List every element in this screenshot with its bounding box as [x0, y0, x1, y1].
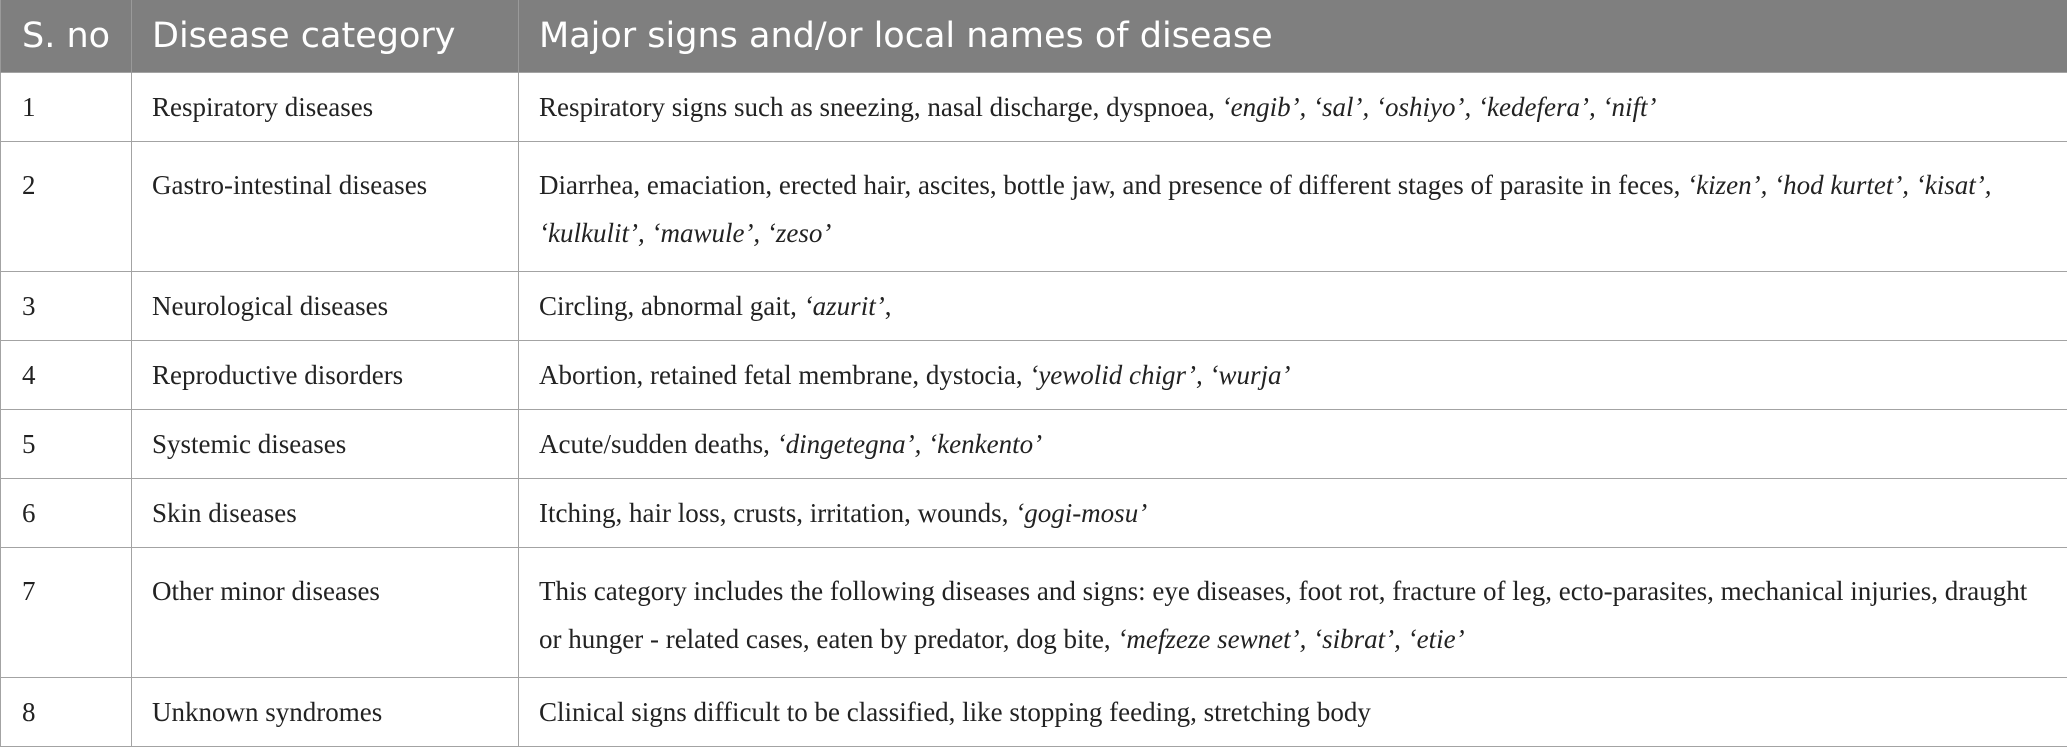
local-names: ‘gogi-mosu’ [1015, 498, 1147, 528]
cell-category: Reproductive disorders [132, 341, 519, 410]
local-names: ‘dingetegna’, ‘kenkento’ [777, 429, 1042, 459]
signs-after: , [885, 291, 892, 321]
cell-category: Systemic diseases [132, 410, 519, 479]
table-row [1, 479, 2067, 548]
table-header [1, 0, 2067, 73]
cell-sno: 5 [1, 410, 132, 479]
signs-text: Circling, abnormal gait, [539, 291, 804, 321]
cell-sno: 6 [1, 479, 132, 548]
local-names: ‘mefzeze sewnet’, ‘sibrat’, ‘etie’ [1117, 624, 1464, 654]
signs-text: Abortion, retained fetal membrane, dystocia, [539, 360, 1029, 390]
cell-signs [519, 272, 2067, 341]
cell-category: Respiratory diseases [132, 73, 519, 142]
table-row [1, 142, 2067, 272]
cell-sno: 2 [1, 142, 132, 272]
cell-sno: 4 [1, 341, 132, 410]
cell-signs [519, 678, 2067, 747]
signs-text: Acute/sudden deaths, [539, 429, 777, 459]
header-row [1, 0, 2067, 73]
header-major-signs: Major signs and/or local names of disease [519, 0, 2067, 73]
cell-category: Gastro-intestinal diseases [132, 142, 519, 272]
cell-signs [519, 410, 2067, 479]
cell-sno: 8 [1, 678, 132, 747]
signs-text: Diarrhea, emaciation, erected hair, ascites, bottle jaw, and presence of different stages of parasite in feces, [539, 170, 1687, 200]
table-body [1, 73, 2067, 747]
header-disease-category: Disease category [132, 0, 519, 73]
local-names: ‘yewolid chigr’, ‘wurja’ [1029, 360, 1290, 390]
cell-signs [519, 341, 2067, 410]
signs-text: Respiratory signs such as sneezing, nasal discharge, dyspnoea, [539, 92, 1222, 122]
signs-text: This category includes the following diseases and signs: eye diseases, foot rot, fracture of leg, ecto-parasites, mechanical injuries, draught or hunger - related cases, eaten by predator, dog bite, [539, 576, 2027, 654]
cell-category: Other minor diseases [132, 548, 519, 678]
cell-signs [519, 142, 2067, 272]
signs-text: Itching, hair loss, crusts, irritation, wounds, [539, 498, 1015, 528]
cell-sno: 3 [1, 272, 132, 341]
cell-signs [519, 548, 2067, 678]
local-names: ‘azurit’ [804, 291, 885, 321]
table-row [1, 548, 2067, 678]
table-row [1, 73, 2067, 142]
cell-category: Unknown syndromes [132, 678, 519, 747]
table-row [1, 678, 2067, 747]
cell-category: Neurological diseases [132, 272, 519, 341]
cell-signs [519, 73, 2067, 142]
table-row [1, 341, 2067, 410]
header-sno: S. no [1, 0, 132, 73]
local-names: ‘engib’, ‘sal’, ‘oshiyo’, ‘kedefera’, ‘nift’ [1222, 92, 1657, 122]
local-names: ‘kizen’, ‘hod kurtet’, ‘kisat’, ‘kulkulit’, ‘mawule’, ‘zeso’ [539, 170, 1992, 248]
cell-signs [519, 479, 2067, 548]
signs-text: Clinical signs difficult to be classified, like stopping feeding, stretching body [539, 697, 1371, 727]
table-row [1, 272, 2067, 341]
cell-category: Skin diseases [132, 479, 519, 548]
cell-sno: 7 [1, 548, 132, 678]
cell-sno: 1 [1, 73, 132, 142]
table-row [1, 410, 2067, 479]
